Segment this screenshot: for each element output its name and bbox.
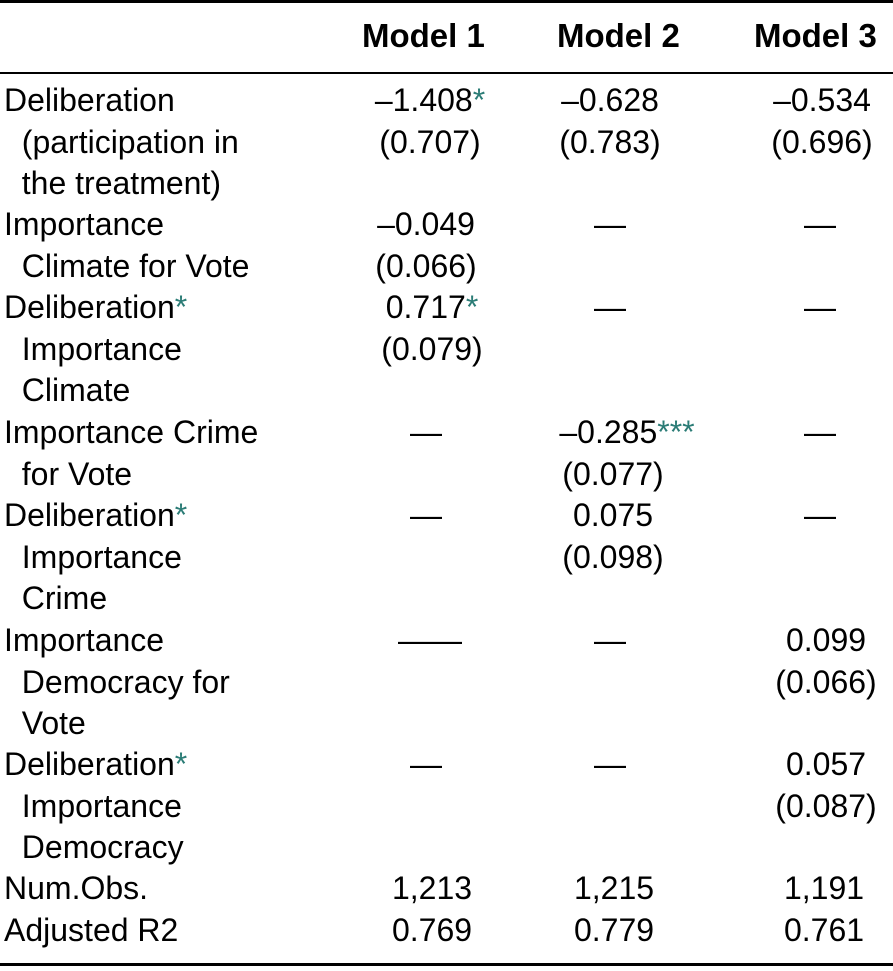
row-label: Deliberation* Importance Democracy: [4, 746, 188, 865]
empty-dash: —: [594, 206, 626, 242]
cell-model-2: –0.628 (0.783): [559, 82, 661, 160]
empty-dash: —: [804, 206, 836, 242]
cell-model-1: —: [410, 414, 442, 450]
row-label: Num.Obs.: [4, 870, 149, 906]
cell-model-2: –0.285*** (0.077): [559, 414, 695, 492]
cell-model-1: 1,213: [391, 870, 473, 906]
row-label: Importance Democracy for Vote: [4, 622, 230, 741]
header-model-3: Model 3: [754, 17, 877, 54]
cell-model-3: 0.761: [783, 912, 865, 948]
cell-model-3: —: [804, 289, 836, 325]
top-rule: [0, 0, 893, 3]
bottom-rule: [0, 963, 893, 966]
row-label: Adjusted R2: [4, 912, 179, 948]
cell-model-1: –1.408* (0.707): [374, 82, 486, 160]
cell-model-3: [720, 204, 893, 246]
cell-model-3: —: [804, 497, 836, 533]
cell-model-1: 0.717* (0.079): [381, 289, 483, 367]
cell-model-3: 0.057 (0.087): [775, 746, 877, 824]
cell-model-3: 0.099 (0.066): [775, 622, 877, 700]
cell-model-2: —: [594, 622, 626, 658]
cell-model-3: 1,191: [783, 870, 865, 906]
cell-model-3: –0.534 (0.696): [771, 82, 873, 160]
cell-model-1: ——: [398, 622, 462, 658]
row-label: Deliberation* Importance Crime: [4, 497, 188, 616]
cell-model-2: 0.075 (0.098): [562, 497, 664, 575]
header-model-1: Model 1: [362, 17, 485, 54]
cell-model-2: [510, 204, 710, 246]
header-rule: [0, 72, 893, 74]
cell-model-3: —: [804, 414, 836, 450]
row-label: Importance Climate for Vote: [4, 206, 250, 284]
cell-model-2: —: [594, 289, 626, 325]
cell-model-1: –0.049 (0.066): [375, 206, 477, 284]
cell-model-2: 1,215: [573, 870, 655, 906]
row-label: Importance Crime for Vote: [4, 414, 259, 492]
cell-model-2: —: [594, 746, 626, 782]
row-label: Deliberation* Importance Climate: [4, 289, 188, 408]
header-model-2: Model 2: [557, 17, 680, 54]
cell-model-1: —: [410, 746, 442, 782]
cell-model-2: 0.779: [573, 912, 655, 948]
cell-model-1: 0.769: [391, 912, 473, 948]
cell-model-1: —: [410, 497, 442, 533]
row-label: Deliberation (participation in the treatment): [4, 82, 239, 201]
